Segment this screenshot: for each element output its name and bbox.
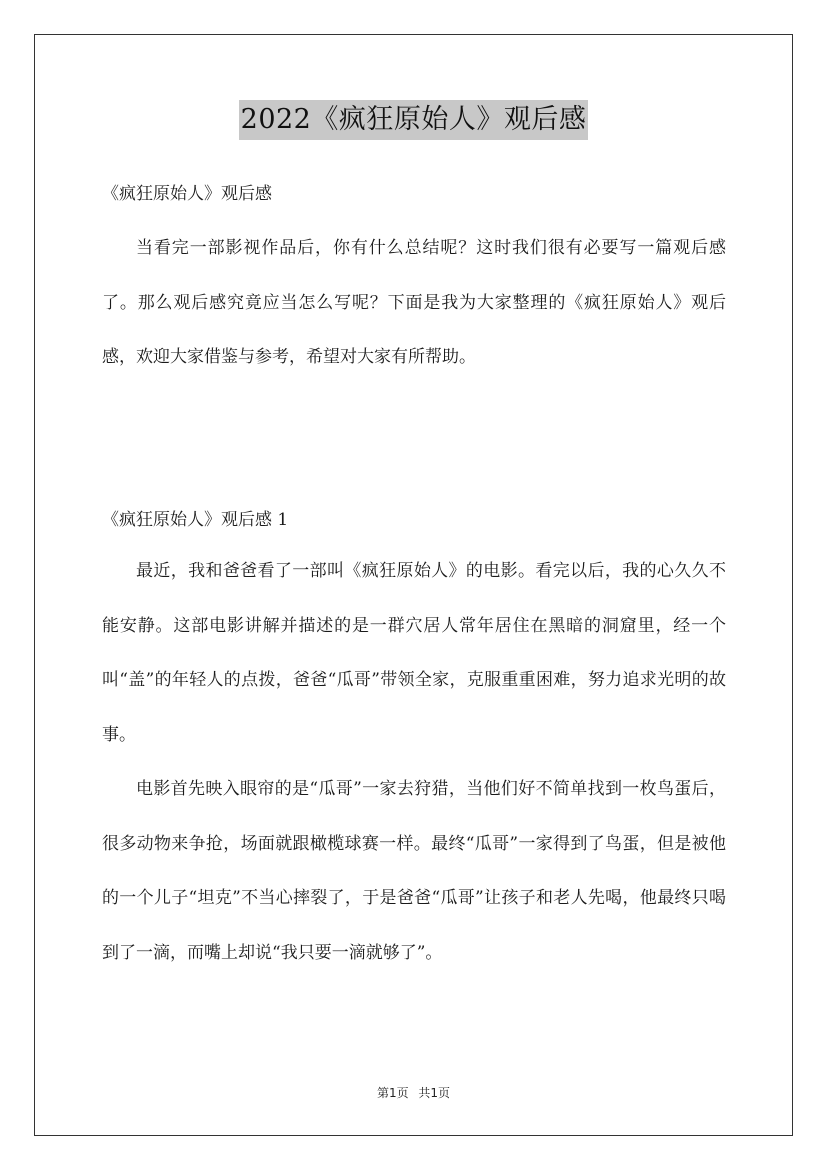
intro-heading: 《疯狂原始人》观后感 bbox=[102, 184, 272, 204]
intro-paragraph: 当看完一部影视作品后，你有什么总结呢？这时我们很有必要写一篇观后感了。那么观后感究竟应当怎么写呢？下面是我为大家整理的《疯狂原始人》观后感，欢迎大家借鉴与参考，希望对大家有所帮助。 bbox=[102, 238, 726, 367]
intro-section bbox=[102, 221, 726, 385]
body-paragraph: 最近，我和爸爸看了一部叫《疯狂原始人》的电影。看完以后，我的心久久不能安静。这部电影讲解并描述的是一群穴居人常年居住在黑暗的洞窟里，经一个叫“盖”的年轻人的点拨，爸爸“瓜哥”带领全家，克服重重困难，努力追求光明的故事。 bbox=[102, 561, 726, 745]
page-number: 第1页 bbox=[376, 1086, 409, 1100]
section1-body bbox=[102, 544, 726, 980]
section1-heading: 《疯狂原始人》观后感 1 bbox=[102, 510, 289, 530]
body-paragraph: 电影首先映入眼帘的是“瓜哥”一家去狩猎，当他们好不简单找到一枚鸟蛋后，很多动物来争抢，场面就跟橄榄球赛一样。最终“瓜哥”一家得到了鸟蛋，但是被他的一个儿子“坦克”不当心摔裂了，于是爸爸“瓜哥”让孩子和老人先喝，他最终只喝到了一滴，而嘴上却说“我只要一滴就够了”。 bbox=[102, 779, 726, 963]
title-container bbox=[0, 100, 827, 140]
page-footer bbox=[0, 1085, 827, 1101]
document-title: 2022《疯狂原始人》观后感 bbox=[239, 100, 589, 140]
page-total: 共1页 bbox=[418, 1086, 451, 1100]
